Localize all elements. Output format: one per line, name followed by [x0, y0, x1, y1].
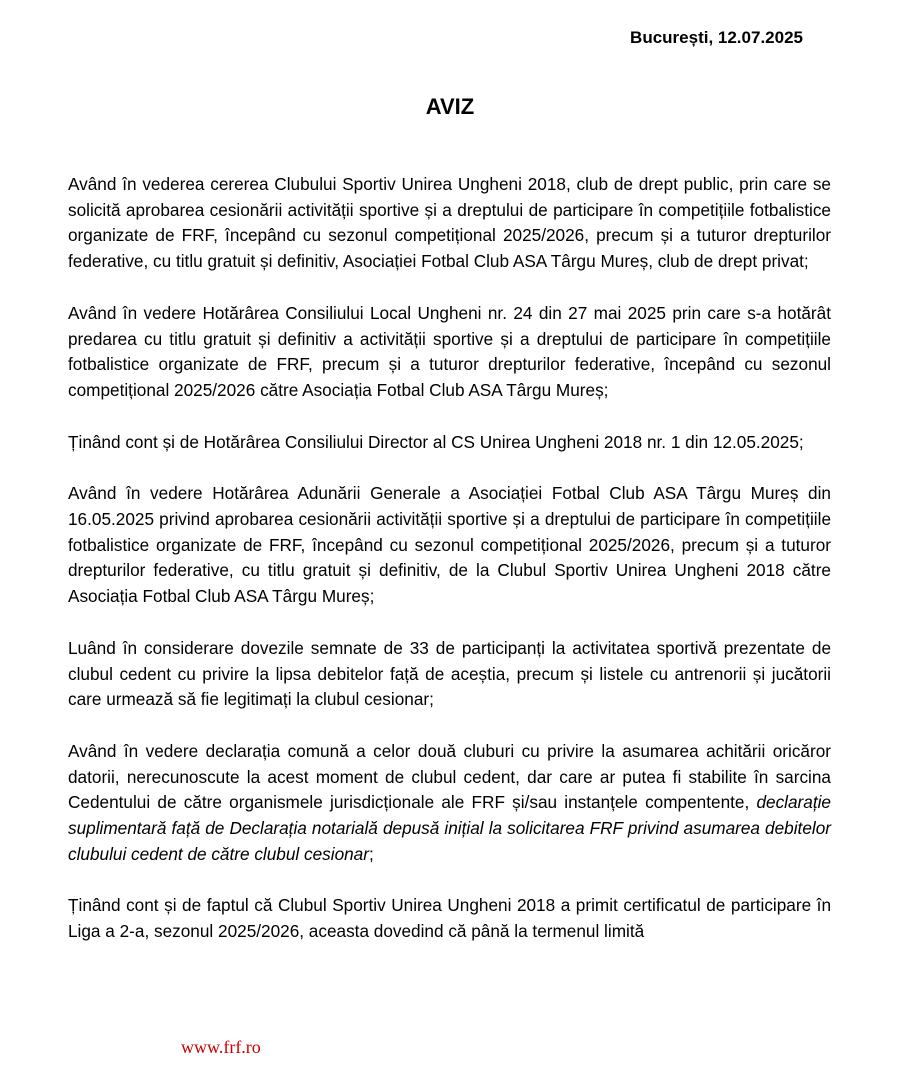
date-line: București, 12.07.2025: [630, 28, 803, 47]
paragraph-declaratie-comuna: [68, 739, 831, 868]
document-body: [68, 172, 831, 971]
paragraph-declaratie-italic: declarație suplimentară față de Declarația notarială depusă inițial la solicitarea FRF privind asumarea debitelor clubului cedent de către clubul cesionar: [68, 792, 831, 864]
paragraph-hotarare-consiliu-local: Având în vedere Hotărârea Consiliului Local Ungheni nr. 24 din 27 mai 2025 prin care s-a hotărât predarea cu titlu gratuit și definitiv a activității sportive și a dreptului de participare în competițiile fotbalistice organizate de FRF, precum și a tuturor drepturilor federative, începând cu sezonul competițional 2025/2026 către Asociația Fotbal Club ASA Târgu Mureș;: [68, 302, 831, 400]
paragraph-cerere: Având în vederea cererea Clubului Sportiv Unirea Ungheni 2018, club de drept public, prin care se solicită aprobarea cesionării activității sportive și a dreptului de participare în competițiile fotbalistice organizate de FRF, începând cu sezonul competițional 2025/2026, precum și a tuturor drepturilor federative, cu titlu gratuit și definitiv, Asociației Fotbal Club ASA Târgu Mureș, club de drept privat;: [68, 174, 831, 272]
paragraph-certificat-participare: Ținând cont și de faptul că Clubul Sportiv Unirea Ungheni 2018 a primit certificatul de participare în Liga a 2-a, sezonul 2025/2026, aceasta dovedind că până la termenul limită: [68, 895, 831, 942]
paragraph-declaratie-end: ;: [368, 843, 374, 864]
paragraph-hotarare-consiliu-director: Ținând cont și de Hotărârea Consiliului Director al CS Unirea Ungheni 2018 nr. 1 din 12.05.2025;: [68, 431, 804, 452]
paragraph-hotarare-adunare-generala: Având în vedere Hotărârea Adunării Generale a Asociației Fotbal Club ASA Târgu Mureș din 16.05.2025 privind aprobarea cesionării activității sportive și a dreptului de participare în competițiile fotbalistice organizate de FRF, începând cu sezonul competițional 2025/2026, precum și a tuturor drepturilor federative, cu titlu gratuit și definitiv, de la Clubul Sportiv Unirea Ungheni 2018 către Asociația Fotbal Club ASA Târgu Mureș;: [68, 483, 831, 607]
paragraph-declaratie-text: Având în vedere declarația comună a celor două cluburi cu privire la asumarea achitării oricăror datorii, nerecunoscute la acest moment de clubul cedent, dar care ar putea fi stabilite în sarcina Cedentului de către organismele jurisdicționale ale FRF și/sau instanțele compentente,: [68, 740, 831, 813]
paragraph-dovezi-participanti: Luând în considerare dovezile semnate de 33 de participanți la activitatea sportivă prezentate de clubul cedent cu privire la lipsa debitelor față de aceștia, precum și listele cu antrenorii și jucătorii care urmează să fie legitimați la clubul cesionar;: [68, 637, 831, 710]
footer-website-link[interactable]: www.frf.ro: [181, 1037, 261, 1057]
document-title: AVIZ: [425, 94, 475, 119]
